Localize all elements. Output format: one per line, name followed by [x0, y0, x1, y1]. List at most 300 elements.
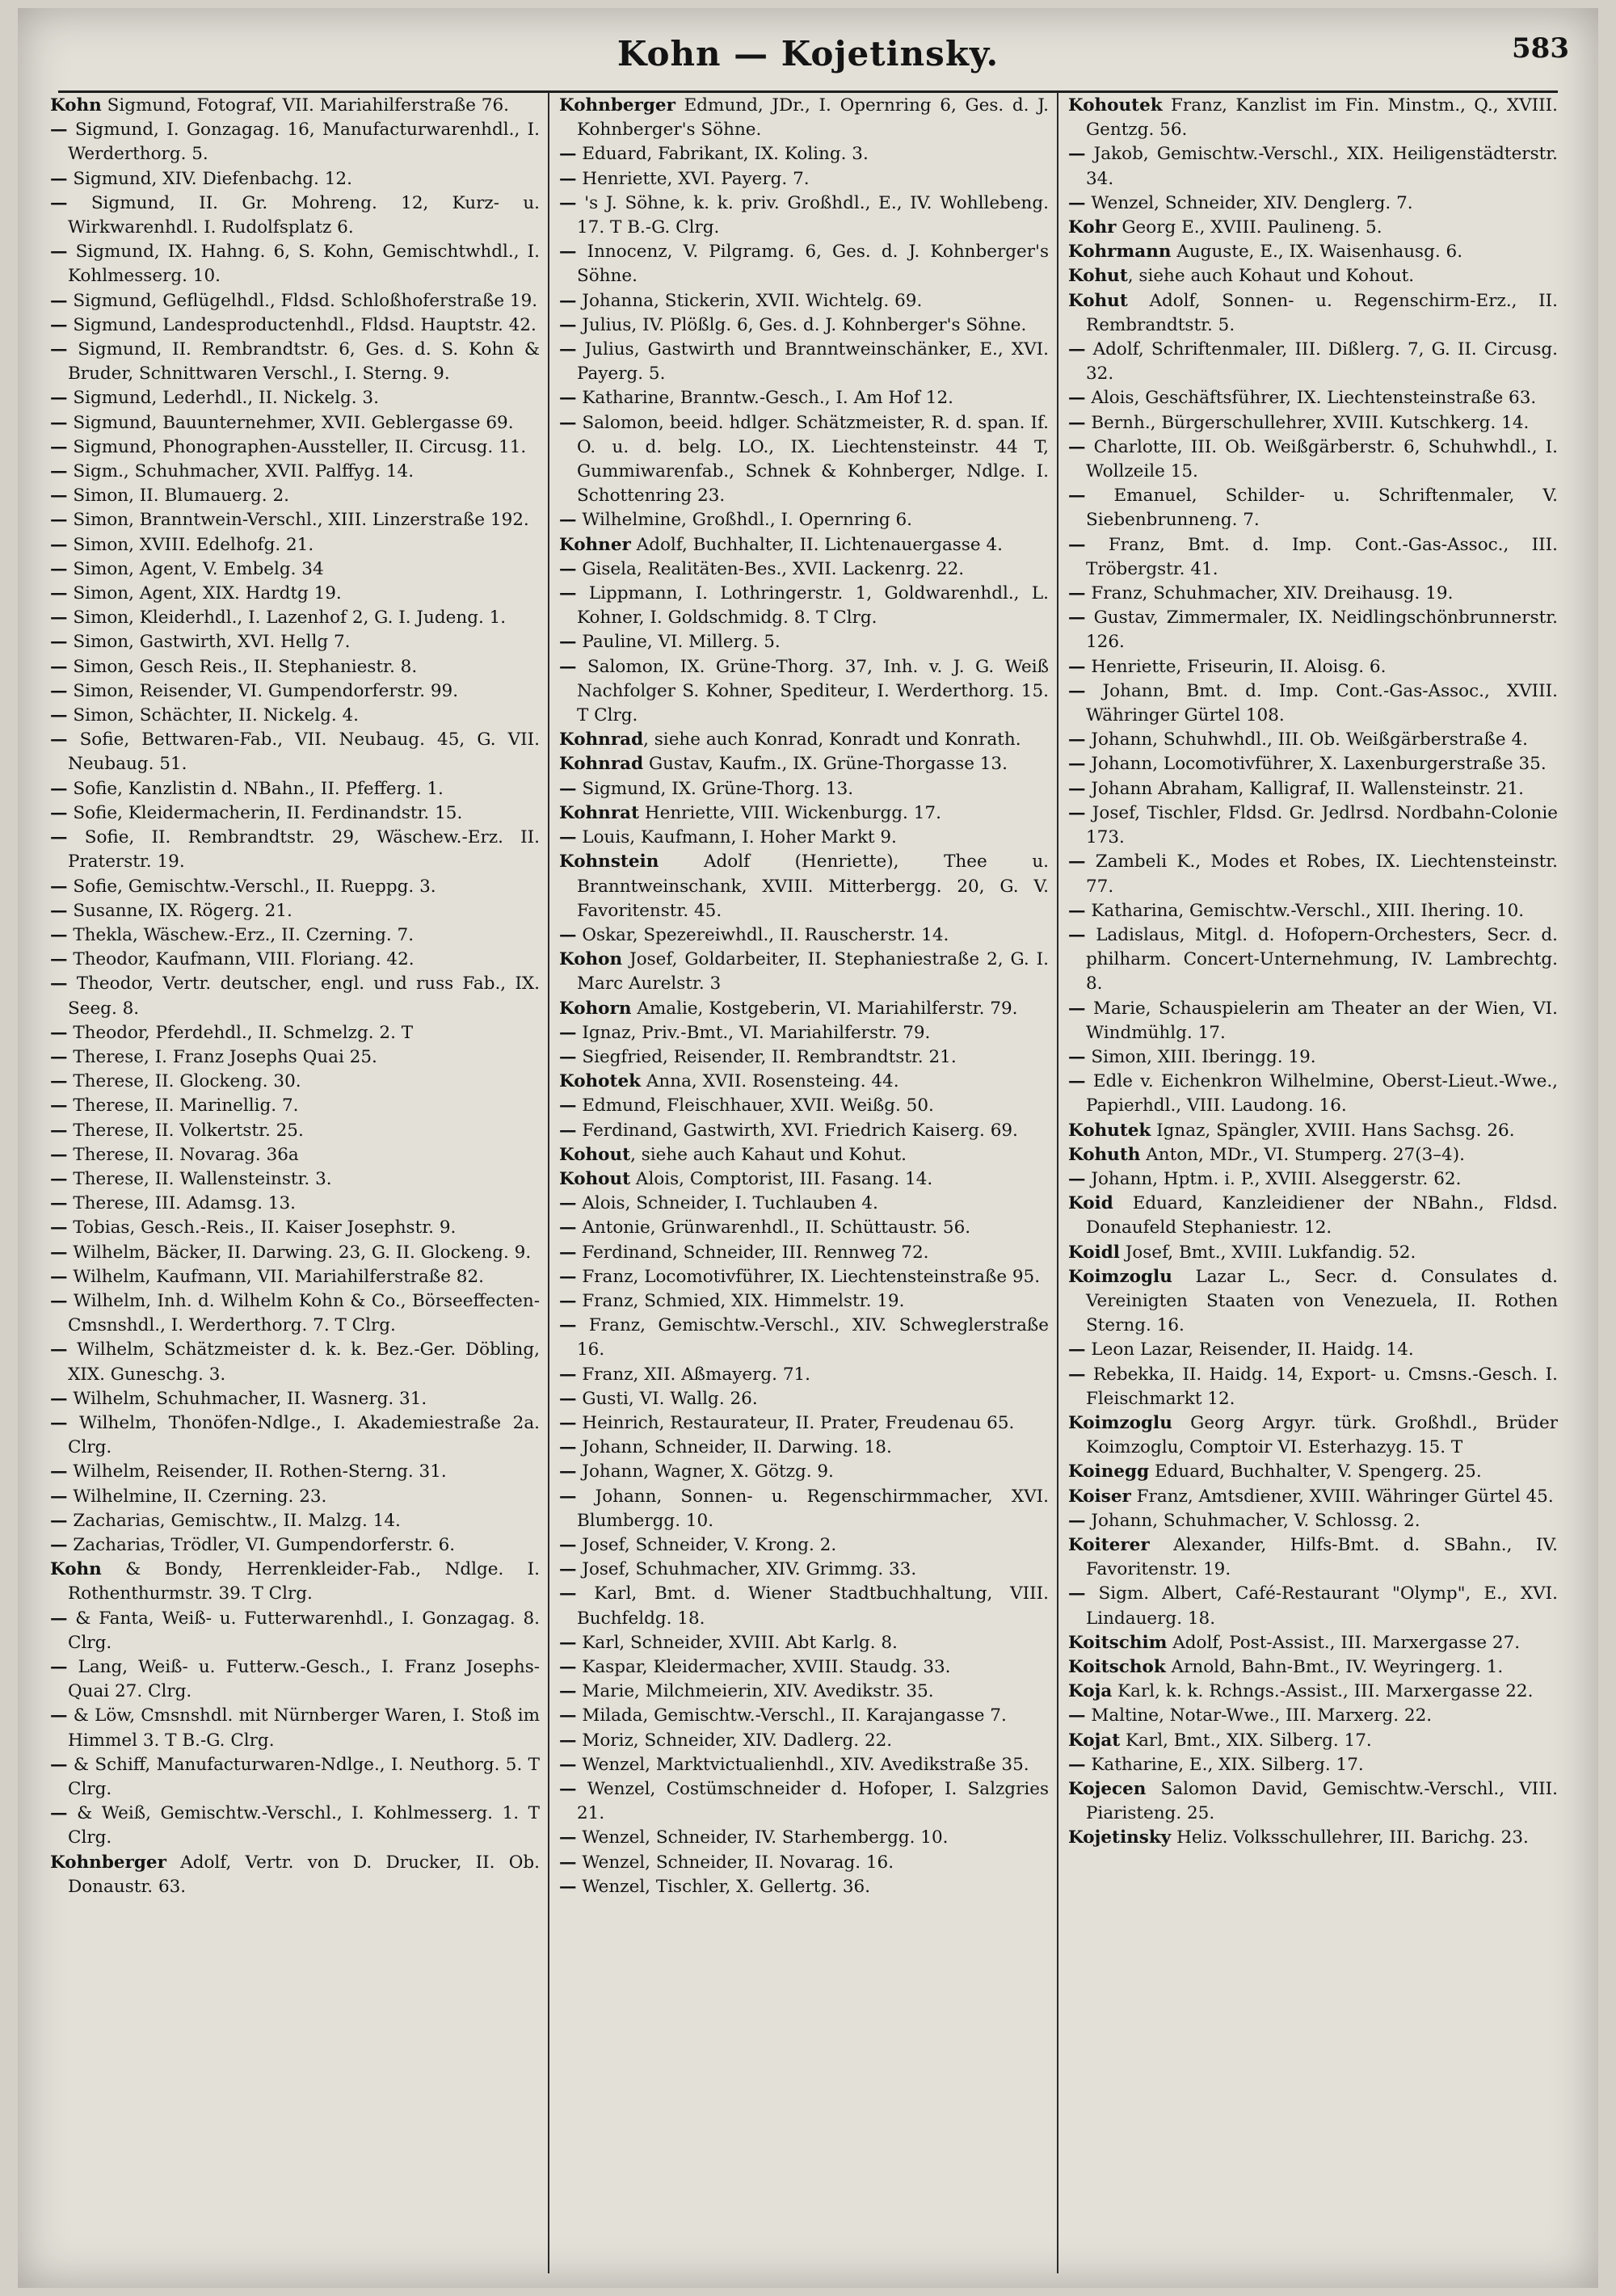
entry-surname: — [559, 1681, 577, 1702]
directory-entry [1068, 1631, 1558, 1655]
directory-entry [50, 630, 540, 654]
directory-entry [50, 484, 540, 508]
entry-details: Theodor, Pferdehdl., II. Schmelzg. 2. T [67, 1022, 414, 1043]
entry-surname: — [50, 1217, 68, 1238]
entry-details: Henriette, Friseurin, II. Aloisg. 6. [1085, 656, 1387, 677]
directory-entry [50, 826, 540, 874]
directory-entry [1068, 1143, 1558, 1167]
entry-surname: Koja [1068, 1681, 1113, 1702]
directory-entry [559, 1436, 1049, 1460]
entry-details: Tobias, Gesch.-Reis., II. Kaiser Josephstr. 9. [67, 1217, 457, 1238]
entry-details: Edle v. Eichenkron Wilhelmine, Oberst-Lieut.-Wwe., Papierhdl., VIII. Laudong. 16. [1085, 1071, 1558, 1116]
directory-entry [50, 1070, 540, 1094]
directory-entry [559, 1777, 1049, 1826]
entry-details: Franz, XII. Aßmayerg. 71. [576, 1364, 811, 1385]
directory-entry [559, 1729, 1049, 1753]
entry-surname: Kohutek [1068, 1120, 1151, 1141]
entry-surname: — [50, 1120, 68, 1141]
directory-entry [1068, 1533, 1558, 1582]
directory-entry [1068, 1241, 1558, 1265]
directory-entry [50, 118, 540, 166]
directory-entry [559, 94, 1049, 142]
directory-entry [559, 1094, 1049, 1118]
entry-surname: — [50, 1657, 68, 1677]
directory-entry [50, 1338, 540, 1386]
entry-surname: — [559, 388, 577, 409]
entry-details: Heliz. Volksschullehrer, III. Barichg. 23. [1171, 1827, 1529, 1848]
entry-surname: Koinegg [1068, 1461, 1150, 1482]
entry-surname: — [1068, 998, 1086, 1019]
entry-surname: — [50, 1608, 68, 1629]
entry-details: Sigmund, Lederhdl., II. Nickelg. 3. [67, 388, 379, 409]
directory-entry [559, 1216, 1049, 1240]
entry-surname: — [50, 1388, 68, 1409]
entry-surname: — [50, 632, 68, 653]
entry-details: Marie, Schauspielerin am Theater an der Wien, VI. Windmühlg. 17. [1085, 998, 1558, 1043]
entry-details: Lippmann, I. Lothringerstr. 1, Goldwarenhdl., L. Kohner, I. Goldschmidg. 8. T Clrg. [576, 583, 1049, 629]
entry-details: Sofie, Bettwaren-Fab., VII. Neubaug. 45, G. VII. Neubaug. 51. [67, 730, 540, 775]
entry-details: Siegfried, Reisender, II. Rembrandtstr. 21. [576, 1046, 957, 1067]
column-divider [1057, 92, 1058, 2273]
directory-entry [559, 1704, 1049, 1728]
directory-entry [50, 1119, 540, 1143]
directory-entry [50, 435, 540, 460]
entry-surname: — [559, 339, 577, 360]
directory-entry [559, 1582, 1049, 1630]
directory-entry [559, 1192, 1049, 1216]
entry-details: Karl, k. k. Rchngs.-Assist., III. Marxergasse 22. [1112, 1681, 1534, 1702]
entry-details: Wilhelm, Reisender, II. Rothen-Sterng. 31. [67, 1461, 447, 1482]
directory-entry [559, 1387, 1049, 1411]
entry-surname: Kojetinsky [1068, 1827, 1172, 1848]
directory-page [18, 8, 1598, 2288]
directory-entry [559, 801, 1049, 826]
directory-entry [1068, 1485, 1558, 1509]
entry-surname: Kohut [1068, 266, 1128, 287]
entry-surname: — [1068, 608, 1086, 629]
directory-entry [50, 655, 540, 679]
directory-entry [559, 582, 1049, 630]
entry-details: Adolf, Sonnen- u. Regenschirm-Erz., II. Rembrandtstr. 5. [1086, 290, 1558, 335]
directory-entry [559, 1119, 1049, 1143]
entry-details: Franz, Schuhmacher, XIV. Dreihausg. 19. [1085, 583, 1454, 604]
directory-entry [559, 1851, 1049, 1875]
entry-details: Johann, Sonnen- u. Regenschirmmacher, XVI. Blumbergg. 10. [576, 1486, 1049, 1531]
directory-entry [50, 1509, 540, 1533]
entry-surname: — [1068, 1071, 1086, 1092]
directory-entry [559, 1485, 1049, 1533]
entry-surname: — [50, 1705, 68, 1726]
directory-entry [559, 557, 1049, 582]
entry-details: Jakob, Gemischtw.-Verschl., XIX. Heiligenstädterstr. 34. [1085, 144, 1558, 189]
entry-details: & Fanta, Weiß- u. Futterwarenhdl., I. Gonzagag. 8. Clrg. [67, 1608, 540, 1653]
entry-surname: — [1068, 412, 1086, 433]
entry-surname: — [50, 730, 68, 751]
entry-details: Rebekka, II. Haidg. 14, Export- u. Cmsns.-Gesch. I. Fleischmarkt 12. [1085, 1364, 1558, 1409]
entry-surname: — [559, 632, 577, 653]
directory-entry [559, 313, 1049, 338]
directory-entry [559, 1167, 1049, 1192]
entry-surname: — [1068, 680, 1086, 701]
directory-entry [559, 386, 1049, 410]
entry-details: Gustav, Zimmermaler, IX. Neidlingschönbrunnerstr. 126. [1085, 608, 1558, 653]
entry-surname: — [50, 168, 68, 189]
entry-details: Eduard, Kanzleidiener der NBahn., Fldsd. Donaufeld Stephaniestr. 12. [1086, 1193, 1558, 1238]
entry-surname: — [50, 1803, 68, 1824]
entry-surname: — [50, 486, 68, 507]
column-1 [50, 94, 540, 2275]
entry-surname: Koitschok [1068, 1657, 1166, 1677]
entry-details: Simon, Kleiderhdl., I. Lazenhof 2, G. I. Judeng. 1. [67, 608, 507, 629]
entry-surname: — [1068, 1754, 1086, 1775]
directory-entry [50, 606, 540, 630]
entry-surname: Kohout [559, 1168, 631, 1189]
entry-details: Therese, II. Glockeng. 30. [67, 1071, 301, 1092]
entry-details: Simon, XVIII. Edelhofg. 21. [67, 534, 314, 555]
entry-surname: Kohon [559, 949, 623, 970]
entry-details: Thekla, Wäschew.-Erz., II. Czerning. 7. [67, 924, 415, 945]
entry-details: Ignaz, Priv.-Bmt., VI. Mariahilferstr. 79. [576, 1022, 931, 1043]
entry-surname: — [559, 1461, 577, 1482]
entry-details: Antonie, Grünwarenhdl., II. Schüttaustr. 56. [576, 1217, 971, 1238]
entry-surname: — [559, 1120, 577, 1141]
entry-details: Ladislaus, Mitgl. d. Hofopern-Orchesters, Secr. d. philharm. Concert-Unternehmung, IV. Lambrechtg. 8. [1085, 924, 1558, 995]
entry-surname: — [50, 656, 68, 677]
entry-surname: — [50, 1242, 68, 1263]
entry-surname: — [1068, 192, 1086, 213]
directory-entry [559, 338, 1049, 386]
entry-surname: — [559, 1022, 577, 1043]
column-3 [1068, 94, 1558, 2275]
entry-details: Wilhelmine, Großhdl., I. Opernring 6. [576, 510, 913, 531]
entry-surname: Kojecen [1068, 1779, 1147, 1800]
entry-surname: Koid [1068, 1193, 1113, 1214]
directory-entry [50, 728, 540, 776]
directory-entry [50, 1265, 540, 1289]
entry-details: Alois, Schneider, I. Tuchlauben 4. [576, 1193, 878, 1214]
directory-entry [1068, 1411, 1558, 1460]
header-rule [58, 90, 1558, 93]
directory-entry [559, 508, 1049, 532]
entry-details: Charlotte, III. Ob. Weißgärberstr. 6, Schuhwhdl., I. Wollzeile 15. [1085, 436, 1558, 482]
directory-entry [1068, 1680, 1558, 1704]
entry-surname: — [50, 558, 68, 579]
directory-entry [559, 167, 1049, 191]
entry-details: Susanne, IX. Rögerg. 21. [67, 900, 292, 921]
entry-surname: — [559, 290, 577, 311]
directory-entry [1068, 435, 1558, 484]
entry-surname: — [50, 290, 68, 311]
entry-details: Sigmund, XIV. Diefenbachg. 12. [67, 168, 352, 189]
entry-details: Julius, IV. Plößlg. 6, Ges. d. J. Kohnberger's Söhne. [576, 314, 1027, 335]
entry-surname: — [1068, 802, 1086, 823]
entry-surname: — [559, 583, 577, 604]
entry-details: Anna, XVII. Rosensteing. 44. [641, 1071, 899, 1092]
directory-entry [1068, 655, 1558, 679]
entry-surname: — [559, 314, 577, 335]
entry-details: Franz, Bmt. d. Imp. Cont.-Gas-Assoc., III. Tröbergstr. 41. [1085, 534, 1558, 579]
directory-entry [559, 533, 1049, 557]
entry-surname: Kohorn [559, 998, 632, 1019]
entry-surname: — [559, 827, 577, 848]
directory-entry [1068, 728, 1558, 752]
entry-details: Josef, Tischler, Fldsd. Gr. Jedlrsd. Nordbahn-Colonie 173. [1085, 802, 1558, 848]
directory-entry [1068, 899, 1558, 923]
directory-entry [1068, 1704, 1558, 1728]
page-number: 583 [1512, 32, 1569, 65]
entry-details: Innocenz, V. Pilgramg. 6, Ges. d. J. Kohnberger's Söhne. [576, 242, 1049, 287]
entry-details: Franz, Kanzlist im Fin. Minstm., Q., XVIII. Gentzg. 56. [1086, 95, 1558, 141]
entry-details: , siehe auch Kohaut und Kohout. [1127, 266, 1415, 287]
entry-surname: — [1068, 1364, 1086, 1385]
entry-surname: — [559, 168, 577, 189]
directory-entry [1068, 338, 1558, 386]
page-header [18, 23, 1598, 87]
entry-details: Emanuel, Schilder- u. Schriftenmaler, V. Siebenbrunneng. 7. [1085, 486, 1558, 531]
entry-surname: — [559, 1193, 577, 1214]
entry-surname: — [50, 436, 68, 457]
entry-surname: — [559, 778, 577, 799]
directory-entry [50, 533, 540, 557]
directory-entry [1068, 1753, 1558, 1777]
entry-details: Therese, III. Adamsg. 13. [67, 1193, 296, 1214]
directory-entry [1068, 1070, 1558, 1118]
entry-surname: — [50, 1046, 68, 1067]
entry-surname: — [50, 949, 68, 970]
entry-details: Sigmund, Geflügelhdl., Fldsd. Schloßhoferstraße 19. [67, 290, 538, 311]
entry-details: Therese, II. Marinellig. 7. [67, 1095, 299, 1116]
entry-surname: — [50, 680, 68, 701]
entry-details: Adolf (Henriette), Thee u. Branntweinschank, XVIII. Mitterbergg. 20, G. V. Favoritenstr. 45. [577, 852, 1049, 921]
entry-surname: — [50, 1266, 68, 1287]
entry-surname: Kohner [559, 534, 631, 555]
entry-details: Simon, Agent, V. Embelg. 34 [67, 558, 324, 579]
directory-entry [559, 1265, 1049, 1289]
entry-details: Sofie, Gemischtw.-Verschl., II. Rueppg. 3. [67, 876, 436, 897]
entry-details: Edmund, JDr., I. Opernring 6, Ges. d. J. Kohnberger's Söhne. [577, 95, 1049, 141]
directory-entry [559, 1753, 1049, 1777]
directory-entry [1068, 1729, 1558, 1753]
directory-entry [1068, 533, 1558, 582]
entry-details: Adolf, Buchhalter, II. Lichtenauergasse 4. [630, 534, 1003, 555]
directory-entry [559, 655, 1049, 729]
directory-entry [50, 1802, 540, 1850]
entry-details: Simon, II. Blumauerg. 2. [67, 486, 289, 507]
entry-surname: — [559, 656, 577, 677]
directory-entry [1068, 1045, 1558, 1070]
entry-surname: Koiterer [1068, 1534, 1150, 1555]
directory-entry [1068, 240, 1558, 264]
entry-surname: — [1068, 900, 1086, 921]
entry-details: Kaspar, Kleidermacher, XVIII. Staudg. 33. [576, 1657, 951, 1677]
entry-details: Salomon David, Gemischtw.-Verschl., VIII. Piaristeng. 25. [1086, 1779, 1558, 1824]
entry-surname: Kohnstein [559, 852, 659, 873]
directory-entry [50, 167, 540, 191]
directory-entry [50, 289, 540, 313]
directory-entry [559, 1021, 1049, 1045]
entry-surname: — [559, 1290, 577, 1311]
entry-surname: Kohnberger [559, 95, 675, 116]
entry-details: Sigmund, I. Gonzagag. 16, Manufacturwarenhdl., I. Werderthorg. 5. [67, 120, 540, 165]
directory-entry [559, 1289, 1049, 1314]
entry-surname: Kohuth [1068, 1144, 1141, 1165]
entry-surname: — [50, 924, 68, 945]
directory-entry [559, 728, 1049, 752]
entry-details: & Schiff, Manufacturwaren-Ndlge., I. Neuthorg. 5. T Clrg. [67, 1754, 540, 1800]
entry-surname: — [559, 1364, 577, 1385]
entry-surname: — [559, 1266, 577, 1287]
directory-entry [559, 826, 1049, 850]
directory-entry [50, 1533, 540, 1558]
entry-details: Georg E., XVIII. Paulineng. 5. [1116, 217, 1382, 238]
entry-details: Amalie, Kostgeberin, VI. Mariahilferstr. 79. [631, 998, 1018, 1019]
directory-entry [559, 240, 1049, 288]
directory-entry [50, 557, 540, 582]
entry-surname: — [559, 1095, 577, 1116]
directory-entry [1068, 582, 1558, 606]
entry-surname: Kohotek [559, 1071, 642, 1092]
entry-surname: Kohnrat [559, 802, 640, 823]
entry-details: Heinrich, Restaurateur, II. Prater, Freudenau 65. [576, 1412, 1015, 1433]
directory-entry [559, 289, 1049, 313]
entry-surname: — [50, 242, 68, 263]
directory-entry [1068, 386, 1558, 410]
directory-entry [1068, 850, 1558, 898]
entry-details: Zambeli K., Modes et Robes, IX. Liechtensteinstr. 77. [1085, 852, 1558, 897]
column-divider [548, 92, 549, 2273]
entry-surname: — [50, 339, 68, 360]
directory-entry [50, 777, 540, 801]
entry-details: Katharine, Branntw.-Gesch., I. Am Hof 12. [576, 388, 954, 409]
directory-entry [1068, 216, 1558, 240]
directory-entry [559, 1680, 1049, 1704]
directory-entry [50, 923, 540, 948]
entry-surname: — [559, 1559, 577, 1580]
directory-entry [50, 338, 540, 386]
entry-details: Simon, Reisender, VI. Gumpendorferstr. 99. [67, 680, 459, 701]
entry-details: Zacharias, Trödler, VI. Gumpendorferstr. 6. [67, 1534, 456, 1555]
column-2 [559, 94, 1049, 2275]
entry-surname: — [50, 900, 68, 921]
entry-details: Johann, Bmt. d. Imp. Cont.-Gas-Assoc., XVIII. Währinger Gürtel 108. [1085, 680, 1558, 726]
directory-entry [50, 1607, 540, 1655]
directory-entry [559, 142, 1049, 166]
directory-entry [559, 997, 1049, 1021]
directory-entry [1068, 679, 1558, 728]
directory-entry [50, 1021, 540, 1045]
entry-details: Simon, XIII. Iberingg. 19. [1085, 1046, 1316, 1067]
entry-surname: — [559, 1534, 577, 1555]
directory-entry [1068, 1363, 1558, 1411]
entry-surname: — [50, 802, 68, 823]
entry-details: Sigmund, IX. Grüne-Thorg. 13. [576, 778, 854, 799]
entry-details: Sigmund, II. Gr. Mohreng. 12, Kurz- u. Wirkwarenhdl. I. Rudolfsplatz 6. [67, 192, 540, 238]
entry-details: Wenzel, Tischler, X. Gellertg. 36. [576, 1876, 871, 1897]
directory-entry [1068, 1826, 1558, 1850]
directory-entry [1068, 923, 1558, 997]
entry-surname: Kohut [1068, 290, 1128, 311]
entry-details: Wilhelm, Schätzmeister d. k. k. Bez.-Ger. Döbling, XIX. Guneschg. 3. [67, 1339, 540, 1385]
entry-details: Sigmund, Fotograf, VII. Mariahilferstraße 76. [101, 95, 509, 116]
entry-details: Salomon, beeid. hdlger. Schätzmeister, R. d. span. If. O. u. d. belg. LO., IX. Liechtensteinstr. 44 T, Gummiwarenfab., Schnek & Kohnberger, Ndlge. I. Schottenring 23. [576, 412, 1049, 507]
directory-entry [1068, 1192, 1558, 1240]
entry-surname: — [559, 1412, 577, 1433]
entry-details: Edmund, Fleischhauer, XVII. Weißg. 50. [576, 1095, 934, 1116]
entry-surname: — [559, 1583, 577, 1604]
entry-details: & Weiß, Gemischtw.-Verschl., I. Kohlmesserg. 1. T Clrg. [67, 1803, 540, 1848]
entry-surname: — [50, 1486, 68, 1507]
directory-entry [50, 1045, 540, 1070]
entry-details: Johann, Schuhmacher, V. Schlossg. 2. [1085, 1510, 1420, 1531]
entry-details: Wenzel, Marktvictualienhdl., XIV. Avedikstraße 35. [576, 1754, 1029, 1775]
entry-surname: — [1068, 339, 1086, 360]
directory-entry [50, 1704, 540, 1752]
entry-surname: — [50, 827, 68, 848]
entry-details: Adolf, Schriftenmaler, III. Dißlerg. 7, G. II. Circusg. 32. [1085, 339, 1558, 385]
entry-surname: — [1068, 1339, 1086, 1360]
entry-details: Katharine, E., XIX. Silberg. 17. [1085, 1754, 1364, 1775]
entry-details: Ferdinand, Schneider, III. Rennweg 72. [576, 1242, 929, 1263]
entry-details: Franz, Locomotivführer, IX. Liechtensteinstraße 95. [576, 1266, 1041, 1287]
entry-details: Johann, Schuhwhdl., III. Ob. Weißgärberstraße 4. [1085, 730, 1528, 751]
entry-surname: — [1068, 656, 1086, 677]
entry-surname: — [50, 1144, 68, 1165]
entry-details: Sigmund, Bauunternehmer, XVII. Geblergasse 69. [67, 412, 514, 433]
directory-entry [1068, 1777, 1558, 1826]
entry-details: 's J. Söhne, k. k. priv. Großhdl., E., IV. Wohllebeng. 17. T B.-G. Clrg. [576, 192, 1049, 238]
entry-surname: — [50, 388, 68, 409]
entry-surname: — [559, 192, 577, 213]
entry-details: Johann, Schneider, II. Darwing. 18. [576, 1437, 892, 1458]
directory-entry [1068, 484, 1558, 532]
directory-entry [1068, 411, 1558, 435]
entry-surname: — [50, 705, 68, 726]
entry-details: Johann, Wagner, X. Götzg. 9. [576, 1461, 834, 1482]
entry-surname: — [50, 1339, 68, 1360]
entry-details: Theodor, Kaufmann, VIII. Floriang. 42. [67, 949, 415, 970]
entry-surname: — [559, 1046, 577, 1067]
entry-details: Arnold, Bahn-Bmt., IV. Weyringerg. 1. [1165, 1657, 1504, 1677]
entry-details: Wenzel, Schneider, XIV. Denglerg. 7. [1085, 192, 1413, 213]
directory-entry [559, 948, 1049, 996]
entry-details: Adolf, Post-Assist., III. Marxergasse 27. [1167, 1632, 1521, 1653]
entry-details: Alois, Geschäftsführer, IX. Liechtensteinstraße 63. [1085, 388, 1537, 409]
entry-surname: — [50, 1095, 68, 1116]
entry-surname: — [50, 1193, 68, 1214]
page-title: Kohn — Kojetinsky. [617, 34, 999, 74]
entry-surname: — [1068, 1046, 1086, 1067]
directory-entry [1068, 94, 1558, 142]
directory-entry [1068, 142, 1558, 191]
entry-surname: — [559, 1705, 577, 1726]
entry-details: Leon Lazar, Reisender, II. Haidg. 14. [1085, 1339, 1414, 1360]
entry-details: Simon, Branntwein-Verschl., XIII. Linzerstraße 192. [67, 510, 529, 531]
entry-surname: — [1068, 583, 1086, 604]
entry-surname: — [559, 1315, 577, 1336]
entry-surname: Koimzoglu [1068, 1266, 1172, 1287]
entry-surname: — [559, 1754, 577, 1775]
entry-details: Johanna, Stickerin, XVII. Wichtelg. 69. [576, 290, 923, 311]
directory-entry [559, 1411, 1049, 1436]
directory-entry [1068, 606, 1558, 654]
directory-entry [1068, 752, 1558, 776]
directory-entry [559, 923, 1049, 948]
entry-details: Simon, Gesch Reis., II. Stephaniestr. 8. [67, 656, 418, 677]
entry-surname: — [559, 1486, 577, 1507]
entry-details: Gisela, Realitäten-Bes., XVII. Lackenrg. 22. [576, 558, 965, 579]
entry-details: Simon, Agent, XIX. Hardtg 19. [67, 583, 342, 604]
entry-surname: — [559, 1217, 577, 1238]
